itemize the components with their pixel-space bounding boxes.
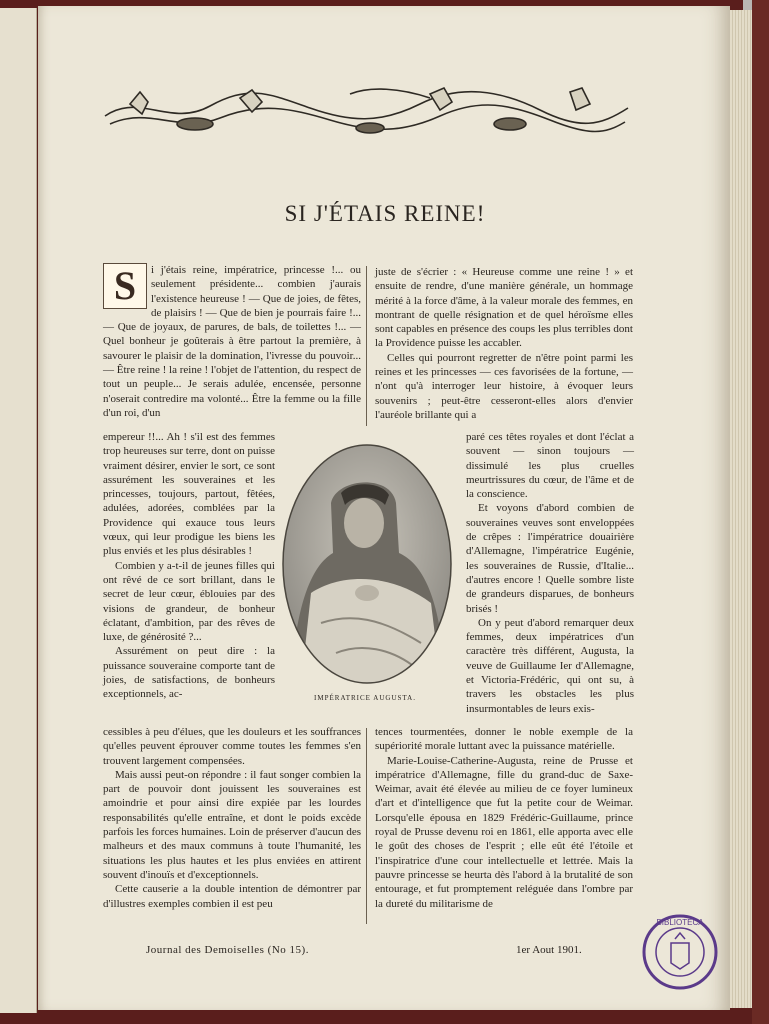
paragraph: Assurément on peut dire : la puissance souveraine comporte tant de joies, de satisfactions, de bonheurs exceptionnels, ac-: [103, 645, 275, 701]
column-rule: [366, 728, 367, 924]
paragraph: Celles qui pourront regretter de n'être point parmi les reines et les princesses — ces favorisées de la fortune, — n'ont qu'à interroger leur histoire, à évoquer leurs souvenirs ; peut-être cesseront-elles alors d'envier l'auréole brillante qui a: [375, 351, 633, 421]
paragraph: Marie-Louise-Catherine-Augusta, reine de Prusse et impératrice d'Allemagne, fille du grand-duc de Saxe-Weimar, avait été élevée au milieu de ce foyer lumineux d'art et d'intelligence que fut la petite cour de Weimar. Lorsqu'elle épousa en 1829 Frédéric-Guillaume, prince royal de Prusse devenu roi en 1861, elle apporta avec elle le goût des choses de l'esprit ; elle eût été l'étoile et l'inspiratrice d'une cour intellectuelle et lettrée. Mais la pauvre princesse se heurta dès l'abord à la brutalité de son entourage, et fut promptement reléguée dans l'ombre par la dureté du militarisme de: [375, 754, 633, 910]
article-title: SI J'ÉTAIS REINE!: [284, 201, 486, 226]
portrait-caption: IMPÉRATRICE AUGUSTA.: [314, 694, 416, 702]
stamp-text: BIBLIOTECA: [656, 918, 704, 927]
paragraph: i j'étais reine, impératrice, princesse !... ou seulement présidente... combien j'aurais l'existence heureuse ! — Que de joies, de fêtes, de plaisirs ! — Que de bien je pourrais faire !... — Que de joyaux, de parures, de bals, de toilettes !... — Quel bonheur je goûterais à être partout la première, à savourer le plaisir de la domination, l'ivresse du pouvoir... — Être reine ! la reine ! l'objet de l'attention, du respect de tout un peuple... Je serais adulée, encensée, personne n'oserait contredire ma volonté... Être la femme ou la fille d'un roi, d'un: [103, 264, 361, 419]
footer-date: 1er Aout 1901.: [516, 944, 582, 956]
library-stamp: [641, 913, 719, 991]
paragraph: empereur !!... Ah ! s'il est des femmes trop heureuses sur terre, dont on puisse vraiment désirer, envier le sort, ce sont assurément les souveraines et les princesses, toujours, partout, fêtées, adulées, adorées, comblées par la Providence qui exauce tous leurs vœux, qui leur prodigue les biens les plus enviés et les plus désirables !: [103, 431, 275, 558]
paragraph: Combien y a-t-il de jeunes filles qui ont rêvé de ce sort brillant, dans le secret de leur cœur, éblouies par des visions de grandeur, de bonheur éclatant, d'ambition, par des rêves de luxe, de générosité ?...: [103, 559, 275, 644]
paragraph: Mais aussi peut-on répondre : il faut songer combien la part de pouvoir dont jouissent les souveraines est amoindrie et pour ainsi dire expiée par les lourdes responsabilités qu'elle entraîne, et dont le poids excède parfois les forces humaines. Loin de préserver d'aucun des malheurs et des maux communs à toute l'humanité, les situations les plus hautes et les plus enviées en attirent souvent d'inouïs et d'exceptionnels.: [103, 768, 361, 881]
column-rule: [366, 266, 367, 426]
paragraph: paré ces têtes royales et dont l'éclat a souvent — sinon toujours — dissimulé les plus cruelles meurtrissures du cœur, de l'âme et de la conscience.: [466, 431, 634, 501]
facing-page-edge: [0, 8, 37, 1013]
column-2-wrap: [466, 430, 634, 716]
column-2-top: [375, 265, 633, 422]
footer-journal: Journal des Demoiselles (No 15).: [146, 944, 309, 956]
column-2-bottom: [375, 725, 633, 911]
portrait-empress-augusta: [281, 443, 453, 685]
paragraph: Cette causerie a la double intention de démontrer par d'illustres exemples combien il est peu: [103, 883, 361, 910]
book-cover-edge: [752, 0, 769, 1024]
page-stack-edge: [730, 10, 752, 1008]
column-1-wrap: [103, 430, 275, 702]
drop-cap: S: [103, 263, 147, 309]
column-1-top: [103, 263, 361, 420]
paragraph: On y peut d'abord remarquer deux femmes, deux impératrices d'un caractère très différent, Augusta, la veuve de Guillaume Ier d'Allemagne, et Victoria-Frédéric, qui ont su, à travers les obstacles les plus insurmontables de leurs exis-: [466, 616, 634, 715]
paragraph: juste de s'écrier : « Heureuse comme une reine ! » et ensuite de rendre, d'une manière générale, un hommage mérité à la force d'âme, à la valeur morale des femmes, en montrant de quelle résignation et de quel héroïsme elles sont capables en présence des coups les plus terribles dont la Providence puisse les accabler.: [375, 266, 633, 350]
paragraph: cessibles à peu d'élues, que les douleurs et les souffrances qu'elles peuvent éprouver comme toutes les femmes s'en trouvent largement compensées.: [103, 726, 361, 767]
paragraph: tences tourmentées, donner le noble exemple de la supériorité morale luttant avec la puissance matérielle.: [375, 726, 633, 753]
paragraph: Et voyons d'abord combien de souveraines veuves sont enveloppées de crêpes : l'impératrice douairière d'Allemagne, l'impératrice Eugénie, les souveraines de Russie, d'Italie... d'autres encore ! Quelle sombre liste de grandeurs disparues, de bonheurs brisés !: [466, 502, 634, 615]
floral-ribbon-ornament: [100, 84, 632, 144]
column-1-bottom: [103, 725, 361, 911]
